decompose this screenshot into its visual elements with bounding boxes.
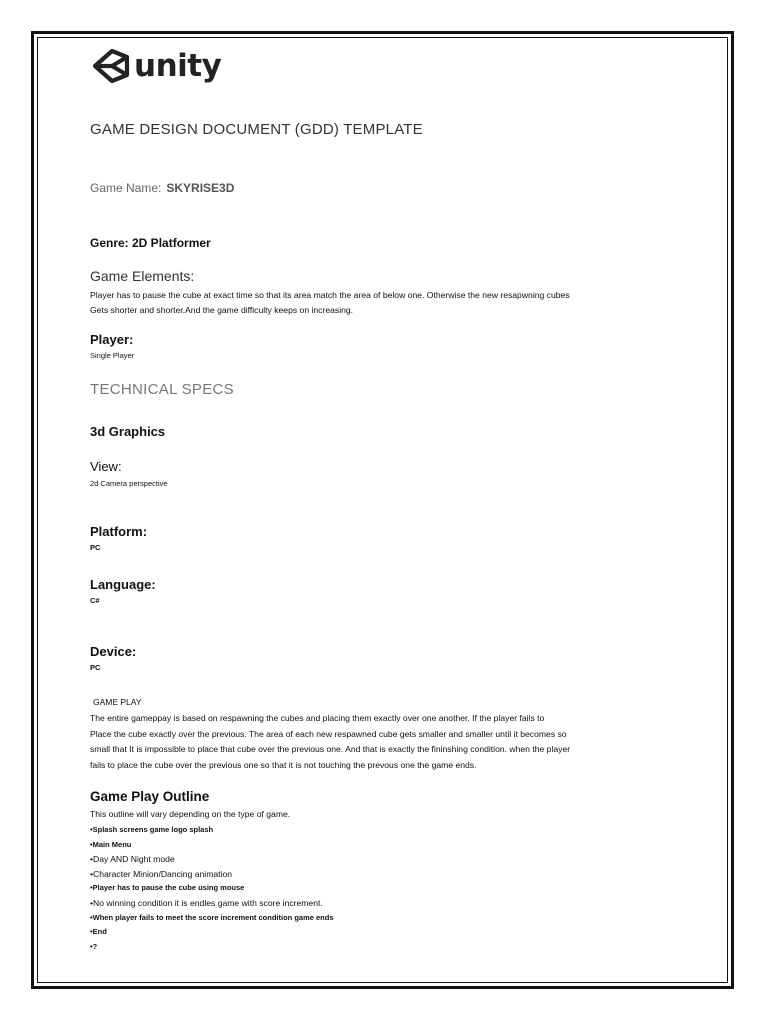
device-heading: Device:: [90, 644, 137, 659]
outline-bullet-list: [90, 823, 334, 954]
list-item: •When player fails to meet the score increment condition game ends: [90, 912, 334, 922]
unity-cube-icon: [92, 48, 130, 84]
game-elements-heading: Game Elements:: [90, 268, 195, 284]
game-elements-line: Gets shorter and shorter.And the game difficulty keeps on increasing.: [90, 304, 354, 315]
game-play-line: fails to place the cube over the previous one so that it is not touching the prevous one the game ends.: [90, 759, 477, 770]
technical-specs-heading: TECHNICAL SPECS: [90, 381, 234, 398]
game-play-line: Place the cube exactly over the previous. The area of each new respawned cube gets smaller and smaller until it becomes so: [90, 728, 567, 739]
game-elements-line: Player has to pause the cube at exact time so that its area match the area of below one. Otherwise the new resapwning cubes: [90, 290, 570, 300]
game-play-outline-heading: Game Play Outline: [90, 789, 210, 804]
list-item: •Day AND Night mode: [90, 854, 175, 865]
language-value: C#: [90, 596, 100, 605]
unity-logo: [92, 48, 221, 84]
game-name-label: Game Name:: [90, 181, 162, 195]
device-value: PC: [90, 663, 101, 672]
genre: Genre: 2D Platformer: [90, 236, 211, 250]
game-play-line: small that It is impossible to place that cube over the previous one. And that is exactly the fininshing condition. when the player: [90, 744, 571, 755]
game-name: [90, 181, 234, 195]
game-play-body: [90, 711, 570, 773]
list-item: •No winning condition it is endles game with score increment.: [90, 897, 323, 908]
list-item: •?: [90, 941, 98, 951]
platform-heading: Platform:: [90, 524, 148, 539]
view-heading: View:: [90, 459, 122, 474]
player-value: Single Player: [90, 351, 135, 360]
list-item: •Splash screens game logo splash: [90, 825, 214, 834]
game-play-heading: GAME PLAY: [93, 697, 142, 707]
list-item: •Character Minion/Dancing animation: [90, 868, 233, 879]
list-item: •Player has to pause the cube using mouse: [90, 883, 245, 893]
graphics-heading: 3d Graphics: [90, 424, 166, 439]
logo-text: unity: [134, 47, 222, 84]
game-elements-body: [90, 288, 570, 317]
view-value: 2d Camera perspective: [90, 479, 168, 488]
language-heading: Language:: [90, 577, 156, 592]
list-item: •Main Menu: [90, 839, 132, 849]
player-heading: Player:: [90, 332, 134, 347]
list-item: •End: [90, 927, 107, 937]
platform-value: PC: [90, 543, 101, 552]
outline-intro: This outline will vary depending on the type of game.: [90, 809, 291, 819]
game-name-value: SKYRISE3D: [166, 181, 235, 195]
game-play-line: The entire gameppay is based on respawning the cubes and placing them exactly over one another. If the player fails to: [90, 713, 545, 723]
document-title: GAME DESIGN DOCUMENT (GDD) TEMPLATE: [90, 121, 423, 138]
